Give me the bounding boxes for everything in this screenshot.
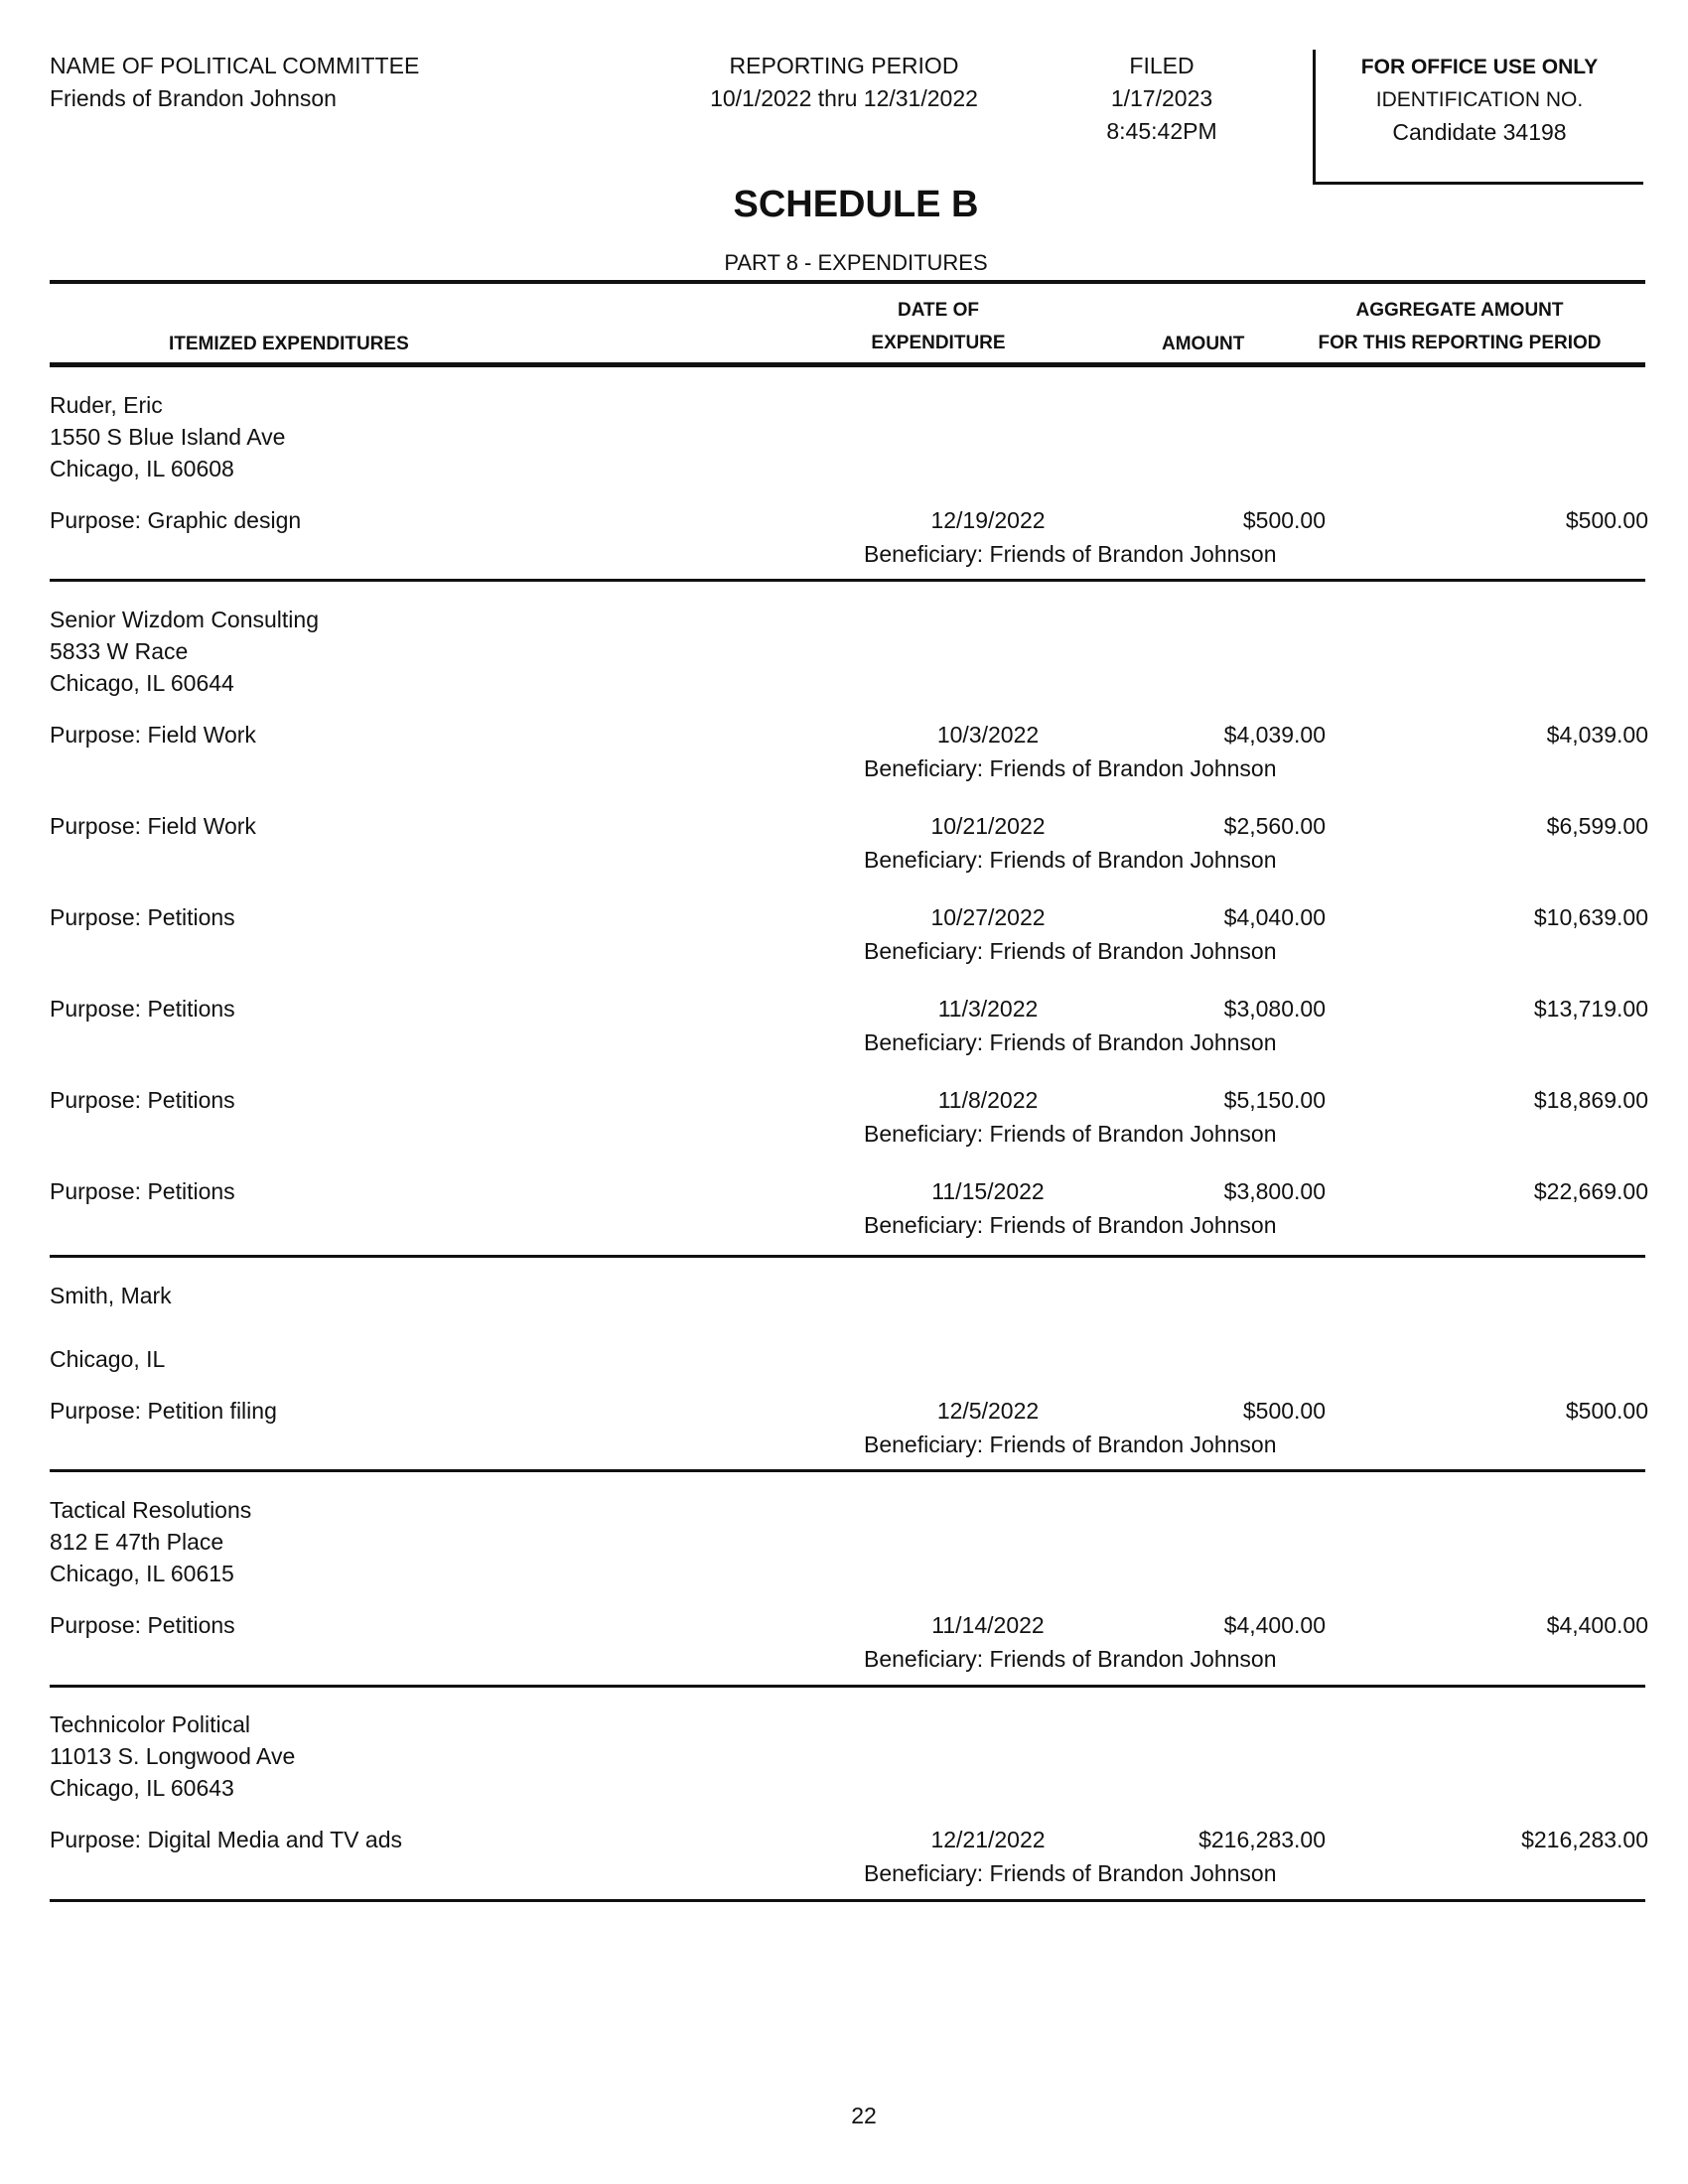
purpose: Purpose: Graphic design bbox=[50, 507, 302, 533]
payee-address-line1 bbox=[50, 1311, 1645, 1343]
payee-name: Ruder, Eric bbox=[50, 392, 163, 418]
beneficiary: Beneficiary: Friends of Brandon Johnson bbox=[864, 938, 1277, 964]
payee-address-line2: Chicago, IL 60608 bbox=[50, 456, 234, 481]
aggregate-amount: $10,639.00 bbox=[1533, 904, 1648, 930]
beneficiary: Beneficiary: Friends of Brandon Johnson bbox=[864, 847, 1277, 873]
entry-divider bbox=[50, 1685, 1645, 1688]
filed-block bbox=[1062, 50, 1261, 148]
filed-label: FILED bbox=[1129, 53, 1195, 78]
beneficiary: Beneficiary: Friends of Brandon Johnson bbox=[864, 1121, 1277, 1147]
entry-divider bbox=[50, 579, 1645, 582]
payee-name: Senior Wizdom Consulting bbox=[50, 607, 320, 632]
amount: $4,039.00 bbox=[1223, 722, 1326, 748]
amount: $500.00 bbox=[1242, 1398, 1326, 1424]
expenditure-date: 12/5/2022 bbox=[936, 1398, 1040, 1424]
aggregate-amount: $6,599.00 bbox=[1546, 813, 1648, 839]
column-aggregate-amount bbox=[1301, 294, 1618, 359]
reporting-period-label: REPORTING PERIOD bbox=[729, 53, 959, 78]
expenditure-item bbox=[50, 1087, 1648, 1178]
purpose: Purpose: Petitions bbox=[50, 904, 235, 930]
beneficiary: Beneficiary: Friends of Brandon Johnson bbox=[864, 755, 1277, 781]
payee-address-line2: Chicago, IL 60615 bbox=[50, 1561, 234, 1586]
expenditure-date: 11/15/2022 bbox=[931, 1178, 1045, 1204]
committee-label: NAME OF POLITICAL COMMITTEE bbox=[50, 53, 420, 78]
purpose: Purpose: Petition filing bbox=[50, 1398, 277, 1424]
payee-address-line1: 812 E 47th Place bbox=[50, 1529, 224, 1555]
reporting-period-value: 10/1/2022 thru 12/31/2022 bbox=[710, 85, 978, 111]
payee-name: Technicolor Political bbox=[50, 1711, 250, 1737]
aggregate-amount: $4,400.00 bbox=[1546, 1612, 1648, 1638]
schedule-title: SCHEDULE B bbox=[733, 184, 979, 225]
payee-entry bbox=[50, 1494, 1648, 1704]
committee-name: Friends of Brandon Johnson bbox=[50, 85, 337, 111]
column-aggregate-bottom: FOR THIS REPORTING PERIOD bbox=[1318, 333, 1602, 353]
payee-entry bbox=[50, 1708, 1648, 1918]
amount: $4,040.00 bbox=[1223, 904, 1326, 930]
header-top-rule bbox=[50, 280, 1645, 284]
expenditure-item bbox=[50, 1612, 1648, 1704]
payee-address-line1: 1550 S Blue Island Ave bbox=[50, 424, 286, 450]
payee-address-line2: Chicago, IL bbox=[50, 1346, 166, 1372]
column-aggregate-top: AGGREGATE AMOUNT bbox=[1355, 300, 1564, 321]
office-use-box bbox=[1313, 50, 1643, 185]
purpose: Purpose: Petitions bbox=[50, 1612, 235, 1638]
expenditure-date: 10/3/2022 bbox=[936, 722, 1040, 748]
entry-divider bbox=[50, 1899, 1645, 1902]
payee-address-line2: Chicago, IL 60643 bbox=[50, 1775, 234, 1801]
expenditure-date: 11/8/2022 bbox=[937, 1087, 1039, 1113]
amount: $3,800.00 bbox=[1223, 1178, 1326, 1204]
aggregate-amount: $13,719.00 bbox=[1533, 996, 1648, 1022]
expenditure-date: 10/27/2022 bbox=[930, 904, 1046, 930]
column-date-top: DATE OF bbox=[898, 300, 979, 321]
expenditure-item bbox=[50, 1827, 1648, 1918]
page-number: 22 bbox=[851, 2103, 877, 2128]
expenditure-item bbox=[50, 1398, 1648, 1489]
expenditure-item bbox=[50, 507, 1648, 599]
aggregate-amount: $500.00 bbox=[1565, 1398, 1648, 1424]
payee-name: Smith, Mark bbox=[50, 1283, 172, 1308]
purpose: Purpose: Petitions bbox=[50, 996, 235, 1022]
aggregate-amount: $4,039.00 bbox=[1546, 722, 1648, 748]
amount: $2,560.00 bbox=[1223, 813, 1326, 839]
purpose: Purpose: Field Work bbox=[50, 813, 256, 839]
aggregate-amount: $22,669.00 bbox=[1533, 1178, 1648, 1204]
expenditure-date: 12/19/2022 bbox=[930, 507, 1046, 533]
column-date-bottom: EXPENDITURE bbox=[871, 333, 1006, 353]
payee-address-line2: Chicago, IL 60644 bbox=[50, 670, 234, 696]
amount: $216,283.00 bbox=[1198, 1827, 1326, 1852]
purpose: Purpose: Digital Media and TV ads bbox=[50, 1827, 402, 1852]
aggregate-amount: $18,869.00 bbox=[1533, 1087, 1648, 1113]
beneficiary: Beneficiary: Friends of Brandon Johnson bbox=[864, 1860, 1277, 1886]
beneficiary: Beneficiary: Friends of Brandon Johnson bbox=[864, 1212, 1277, 1238]
expenditure-date: 11/14/2022 bbox=[931, 1612, 1045, 1638]
beneficiary: Beneficiary: Friends of Brandon Johnson bbox=[864, 1432, 1277, 1457]
amount: $3,080.00 bbox=[1223, 996, 1326, 1022]
aggregate-amount: $500.00 bbox=[1565, 507, 1648, 533]
part-subtitle: PART 8 - EXPENDITURES bbox=[724, 250, 988, 275]
filed-time: 8:45:42PM bbox=[1106, 118, 1217, 144]
entry-divider bbox=[50, 1255, 1645, 1258]
header-bottom-rule bbox=[50, 362, 1645, 367]
payee-address-line1: 5833 W Race bbox=[50, 638, 189, 664]
amount: $5,150.00 bbox=[1223, 1087, 1326, 1113]
beneficiary: Beneficiary: Friends of Brandon Johnson bbox=[864, 1029, 1277, 1055]
beneficiary: Beneficiary: Friends of Brandon Johnson bbox=[864, 541, 1277, 567]
payee-entry bbox=[50, 389, 1648, 599]
entry-divider bbox=[50, 1469, 1645, 1472]
expenditure-item bbox=[50, 996, 1648, 1087]
column-amount: AMOUNT bbox=[1162, 334, 1245, 354]
amount: $4,400.00 bbox=[1223, 1612, 1326, 1638]
purpose: Purpose: Petitions bbox=[50, 1178, 235, 1204]
expenditure-item bbox=[50, 722, 1648, 813]
filed-date: 1/17/2023 bbox=[1110, 85, 1213, 111]
expenditure-date: 12/21/2022 bbox=[930, 1827, 1046, 1852]
purpose: Purpose: Field Work bbox=[50, 722, 256, 748]
beneficiary: Beneficiary: Friends of Brandon Johnson bbox=[864, 1646, 1277, 1672]
purpose: Purpose: Petitions bbox=[50, 1087, 235, 1113]
expenditure-item bbox=[50, 904, 1648, 996]
identification-label: IDENTIFICATION NO. bbox=[1375, 88, 1584, 111]
payee-address-line1: 11013 S. Longwood Ave bbox=[50, 1743, 296, 1769]
expenditure-date: 10/21/2022 bbox=[930, 813, 1046, 839]
committee-block bbox=[50, 50, 419, 115]
payee-entry bbox=[50, 604, 1648, 1270]
office-use-title: FOR OFFICE USE ONLY bbox=[1360, 56, 1599, 78]
reporting-period-block bbox=[665, 50, 1023, 115]
identification-value: Candidate 34198 bbox=[1392, 119, 1567, 145]
column-date-of-expenditure bbox=[834, 294, 1043, 359]
expenditure-item bbox=[50, 813, 1648, 904]
amount: $500.00 bbox=[1242, 507, 1326, 533]
aggregate-amount: $216,283.00 bbox=[1521, 1827, 1648, 1852]
expenditure-date: 11/3/2022 bbox=[937, 996, 1039, 1022]
column-itemized-expenditures: ITEMIZED EXPENDITURES bbox=[169, 334, 409, 354]
payee-name: Tactical Resolutions bbox=[50, 1497, 252, 1523]
payee-entry bbox=[50, 1280, 1648, 1489]
